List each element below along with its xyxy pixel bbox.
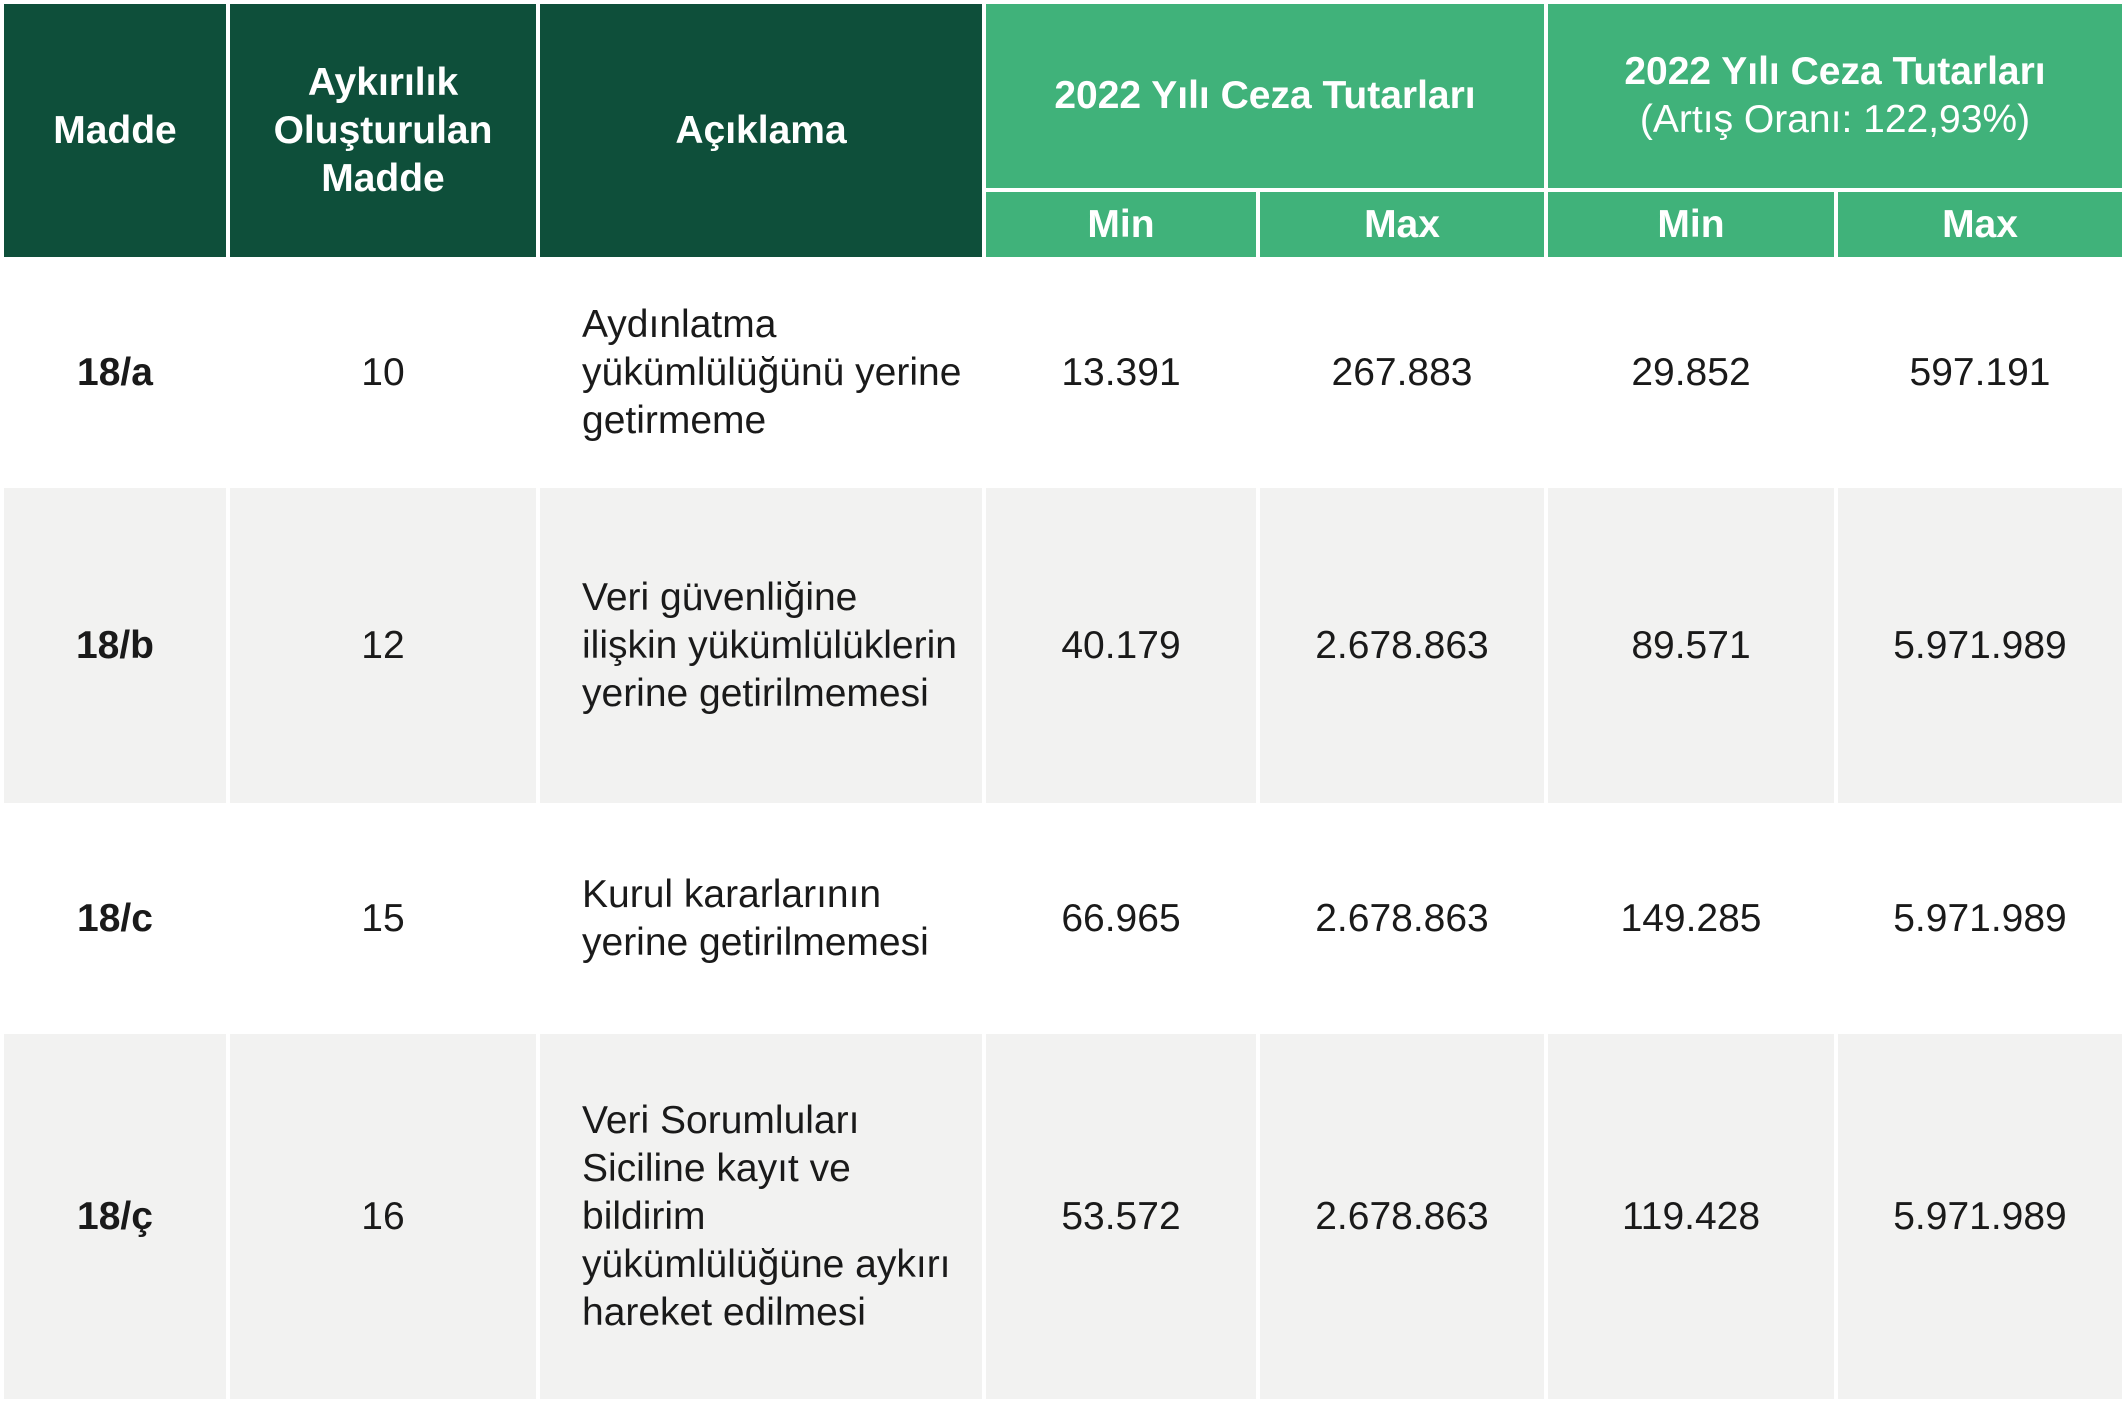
table-row xyxy=(4,807,2122,1030)
cell-min-2022: 53.572 xyxy=(986,1034,1256,1399)
header-2022-penalties-increase-title: 2022 Yılı Ceza Tutarları xyxy=(1624,50,2046,93)
cell-aykirilik: 12 xyxy=(230,488,536,803)
cell-min-increase: 149.285 xyxy=(1548,807,1834,1030)
cell-max-2022: 2.678.863 xyxy=(1260,1034,1544,1399)
table-row xyxy=(4,261,2122,484)
cell-aciklama: Veri güvenliğine ilişkin yükümlülüklerin yerine getirilmemesi xyxy=(540,488,982,803)
cell-madde: 18/a xyxy=(4,261,226,484)
header-max-increase: Max xyxy=(1838,192,2122,257)
header-min-2022: Min xyxy=(986,192,1256,257)
cell-max-increase: 5.971.989 xyxy=(1838,488,2122,803)
cell-aciklama: Veri Sorumluları Siciline kayıt ve bildirim yükümlülüğüne aykırı hareket edilmesi xyxy=(540,1034,982,1399)
cell-aciklama: Kurul kararlarının yerine getirilmemesi xyxy=(540,807,982,1030)
header-aciklama: Açıklama xyxy=(540,4,982,257)
header-2022-penalties: 2022 Yılı Ceza Tutarları xyxy=(986,4,1544,188)
table-body xyxy=(4,261,2122,1399)
cell-max-2022: 2.678.863 xyxy=(1260,488,1544,803)
cell-max-2022: 267.883 xyxy=(1260,261,1544,484)
cell-min-2022: 66.965 xyxy=(986,807,1256,1030)
cell-min-increase: 119.428 xyxy=(1548,1034,1834,1399)
cell-madde: 18/b xyxy=(4,488,226,803)
cell-min-increase: 89.571 xyxy=(1548,488,1834,803)
cell-aykirilik: 15 xyxy=(230,807,536,1030)
cell-min-increase: 29.852 xyxy=(1548,261,1834,484)
cell-max-2022: 2.678.863 xyxy=(1260,807,1544,1030)
table-row xyxy=(4,488,2122,803)
cell-min-2022: 40.179 xyxy=(986,488,1256,803)
header-max-2022: Max xyxy=(1260,192,1544,257)
cell-aciklama: Aydınlatma yükümlülüğünü yerine getirmeme xyxy=(540,261,982,484)
cell-max-increase: 597.191 xyxy=(1838,261,2122,484)
header-madde: Madde xyxy=(4,4,226,257)
cell-madde: 18/c xyxy=(4,807,226,1030)
cell-max-increase: 5.971.989 xyxy=(1838,1034,2122,1399)
header-2022-penalties-increase xyxy=(1548,4,2122,188)
header-increase-rate: (Artış Oranı: 122,93%) xyxy=(1639,98,2031,141)
cell-aykirilik: 10 xyxy=(230,261,536,484)
header-min-increase: Min xyxy=(1548,192,1834,257)
cell-madde: 18/ç xyxy=(4,1034,226,1399)
table-row xyxy=(4,1034,2122,1399)
cell-aykirilik: 16 xyxy=(230,1034,536,1399)
table-header xyxy=(4,4,2122,257)
cell-min-2022: 13.391 xyxy=(986,261,1256,484)
cell-max-increase: 5.971.989 xyxy=(1838,807,2122,1030)
header-aykirilik-maddesi: Aykırılık Oluşturulan Madde xyxy=(230,4,536,257)
